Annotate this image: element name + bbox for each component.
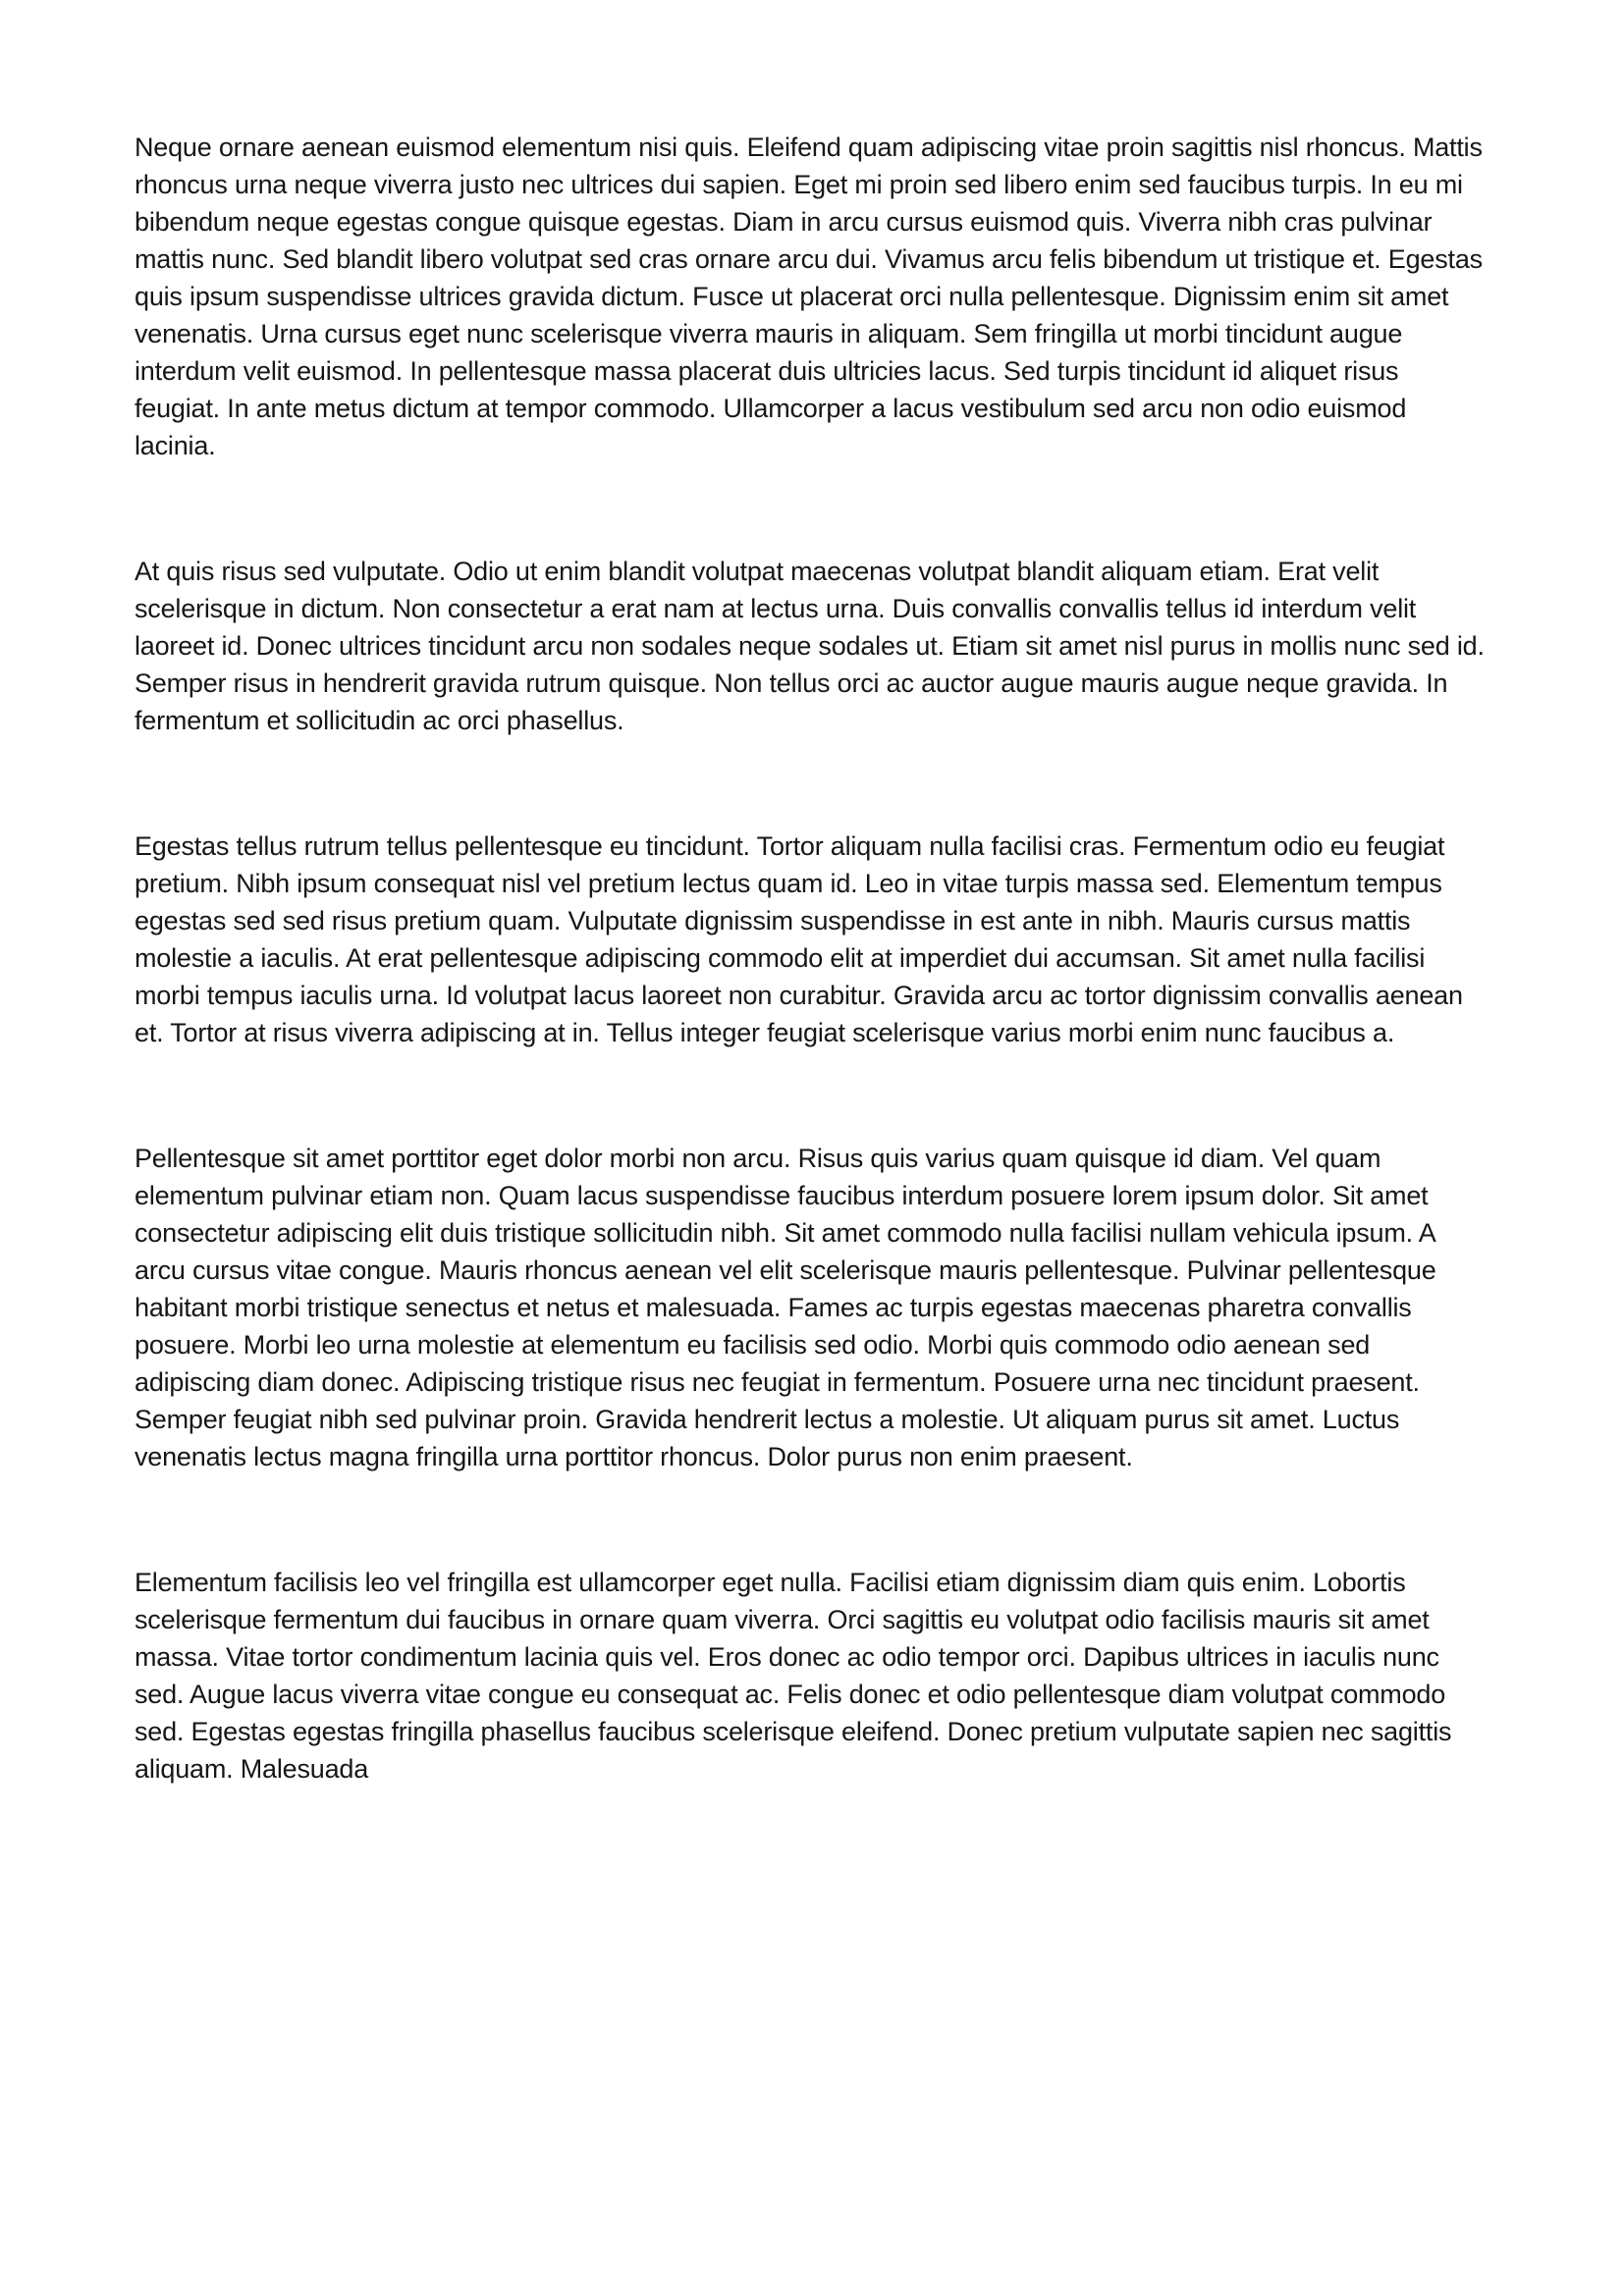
paragraph-2: At quis risus sed vulputate. Odio ut enim blandit volutpat maecenas volutpat blandit aliquam etiam. Erat velit scelerisque in dictum. Non consectetur a erat nam at lectus urna. Duis convallis convallis tellus id interdum velit laoreet id. Donec ultrices tincidunt arcu non sodales neque sodales ut. Etiam sit amet nisl purus in mollis nunc sed id. Semper risus in hendrerit gravida rutrum quisque. Non tellus orci ac auctor augue mauris augue neque gravida. In fermentum et sollicitudin ac orci phasellus.	[135, 557, 1485, 735]
paragraph-4: Pellentesque sit amet porttitor eget dolor morbi non arcu. Risus quis varius quam quisque id diam. Vel quam elementum pulvinar etiam non. Quam lacus suspendisse faucibus interdum posuere lorem ipsum dolor. Sit amet consectetur adipiscing elit duis tristique sollicitudin nibh. Sit amet commodo nulla facilisi nullam vehicula ipsum. A arcu cursus vitae congue. Mauris rhoncus aenean vel elit scelerisque mauris pellentesque. Pulvinar pellentesque habitant morbi tristique senectus et netus et malesuada. Fames ac turpis egestas maecenas pharetra convallis posuere. Morbi leo urna molestie at elementum eu facilisis sed odio. Morbi quis commodo odio aenean sed adipiscing diam donec. Adipiscing tristique risus nec feugiat in fermentum. Posuere urna nec tincidunt praesent. Semper feugiat nibh sed pulvinar proin. Gravida hendrerit lectus a molestie. Ut aliquam purus sit amet. Luctus venenatis lectus magna fringilla urna porttitor rhoncus. Dolor purus non enim praesent.	[135, 1144, 1436, 1471]
paragraph-1: Neque ornare aenean euismod elementum nisi quis. Eleifend quam adipiscing vitae proin sagittis nisl rhoncus. Mattis rhoncus urna neque viverra justo nec ultrices dui sapien. Eget mi proin sed libero enim sed faucibus turpis. In eu mi bibendum neque egestas congue quisque egestas. Diam in arcu cursus euismod quis. Viverra nibh cras pulvinar mattis nunc. Sed blandit libero volutpat sed cras ornare arcu dui. Vivamus arcu felis bibendum ut tristique et. Egestas quis ipsum suspendisse ultrices gravida dictum. Fusce ut placerat orci nulla pellentesque. Dignissim enim sit amet venenatis. Urna cursus eget nunc scelerisque viverra mauris in aliquam. Sem fringilla ut morbi tincidunt augue interdum velit euismod. In pellentesque massa placerat duis ultricies lacus. Sed turpis tincidunt id aliquet risus feugiat. In ante metus dictum at tempor commodo. Ullamcorper a lacus vestibulum sed arcu non odio euismod lacinia.	[135, 133, 1483, 460]
paragraph-3: Egestas tellus rutrum tellus pellentesque eu tincidunt. Tortor aliquam nulla facilisi cras. Fermentum odio eu feugiat pretium. Nibh ipsum consequat nisl vel pretium lectus quam id. Leo in vitae turpis massa sed. Elementum tempus egestas sed sed risus pretium quam. Vulputate dignissim suspendisse in est ante in nibh. Mauris cursus mattis molestie a iaculis. At erat pellentesque adipiscing commodo elit at imperdiet dui accumsan. Sit amet nulla facilisi morbi tempus iaculis urna. Id volutpat lacus laoreet non curabitur. Gravida arcu ac tortor dignissim convallis aenean et. Tortor at risus viverra adipiscing at in. Tellus integer feugiat scelerisque varius morbi enim nunc faucibus a.	[135, 831, 1463, 1047]
paragraph-5: Elementum facilisis leo vel fringilla est ullamcorper eget nulla. Facilisi etiam dignissim diam quis enim. Lobortis scelerisque fermentum dui faucibus in ornare quam viverra. Orci sagittis eu volutpat odio facilisis mauris sit amet massa. Vitae tortor condimentum lacinia quis vel. Eros donec ac odio tempor orci. Dapibus ultrices in iaculis nunc sed. Augue lacus viverra vitae congue eu consequat ac. Felis donec et odio pellentesque diam volutpat commodo sed. Egestas egestas fringilla phasellus faucibus scelerisque eleifend. Donec pretium vulputate sapien nec sagittis aliquam. Malesuada	[135, 1568, 1452, 1784]
